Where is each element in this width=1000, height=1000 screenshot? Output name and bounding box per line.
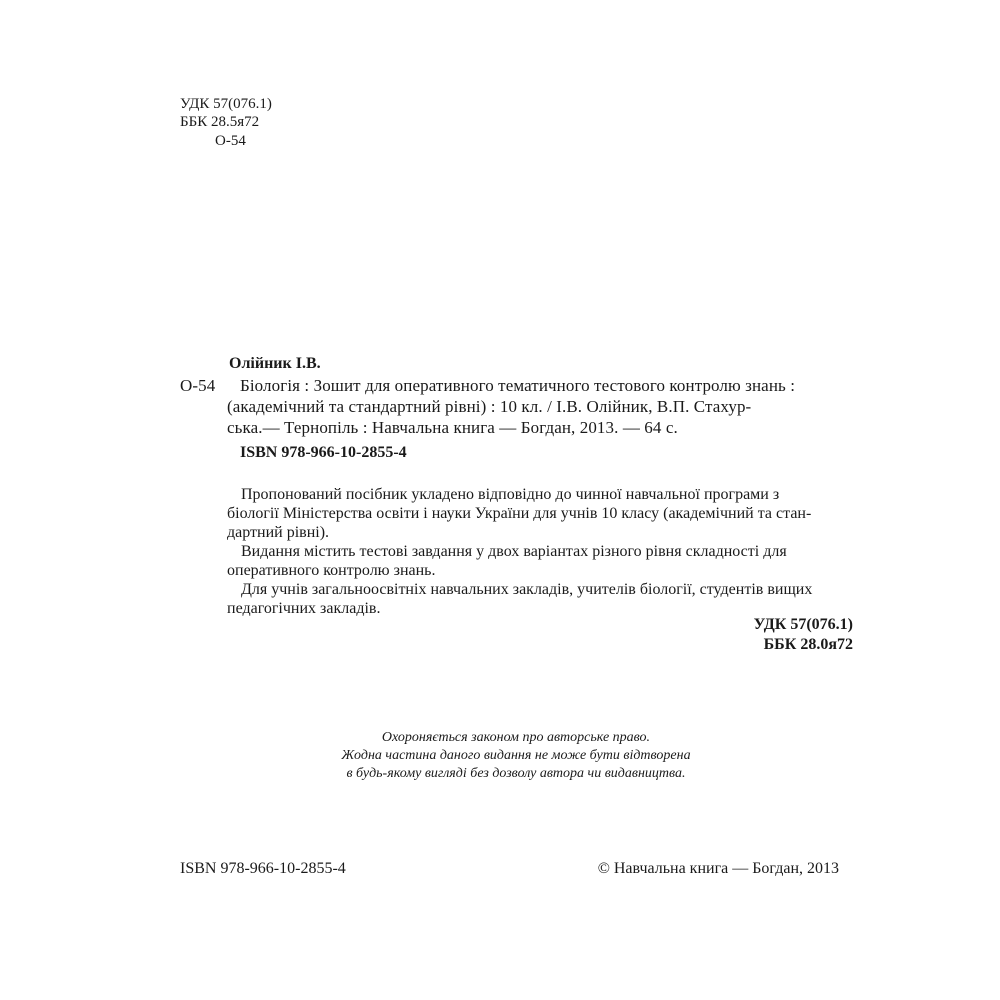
annotation-p2-line-1: Видання містить тестові завдання у двох варіантах різного рівня складності для [241,543,787,560]
footer-isbn: ISBN 978-966-10-2855-4 [180,860,346,877]
bibliography-line-2: (академічний та стандартний рівні) : 10 кл. / І.В. Олійник, В.П. Стахур- [227,397,752,416]
bbk-code: ББК 28.5я72 [180,114,260,130]
annotation-p3-line-2: педагогічних закладів. [227,600,381,617]
footer-copyright: © Навчальна книга — Богдан, 2013 [597,860,839,877]
annotation-p2-line-2: оперативного контролю знань. [227,562,436,579]
annotation-udk: УДК 57(076.1) [753,616,853,633]
bibliography-line-3: ська.— Тернопіль : Навчальна книга — Богдан, 2013. — 64 с. [227,418,678,437]
bibliography-mark: О-54 [180,376,216,395]
bibliography-isbn: ISBN 978-966-10-2855-4 [240,444,407,461]
annotation-p1-line-1: Пропонований посібник укладено відповідно до чинної навчальної програми з [241,486,780,503]
udk-code: УДК 57(076.1) [180,96,272,112]
annotation-p3-line-1: Для учнів загальноосвітніх навчальних закладів, учителів біології, студентів вищих [241,581,813,598]
copyright-notice-line-1: Охороняється законом про авторське право. [381,730,651,745]
author-name: Олійник І.В. [229,355,321,372]
author-mark: О-54 [215,133,246,149]
copyright-notice-line-2: Жодна частина даного видання не може бути відтворена [341,748,691,763]
copyright-notice-line-3: в будь-якому вигляді без дозволу автора чи видавництва. [346,766,686,781]
annotation-p1-line-2: біології Міністерства освіти і науки України для учнів 10 класу (академічний та стан- [227,505,812,522]
annotation-p1-line-3: дартний рівні). [227,524,330,541]
annotation-bbk: ББК 28.0я72 [763,636,853,653]
bibliography-line-1: Біологія : Зошит для оперативного тематичного тестового контролю знань : [240,376,796,395]
